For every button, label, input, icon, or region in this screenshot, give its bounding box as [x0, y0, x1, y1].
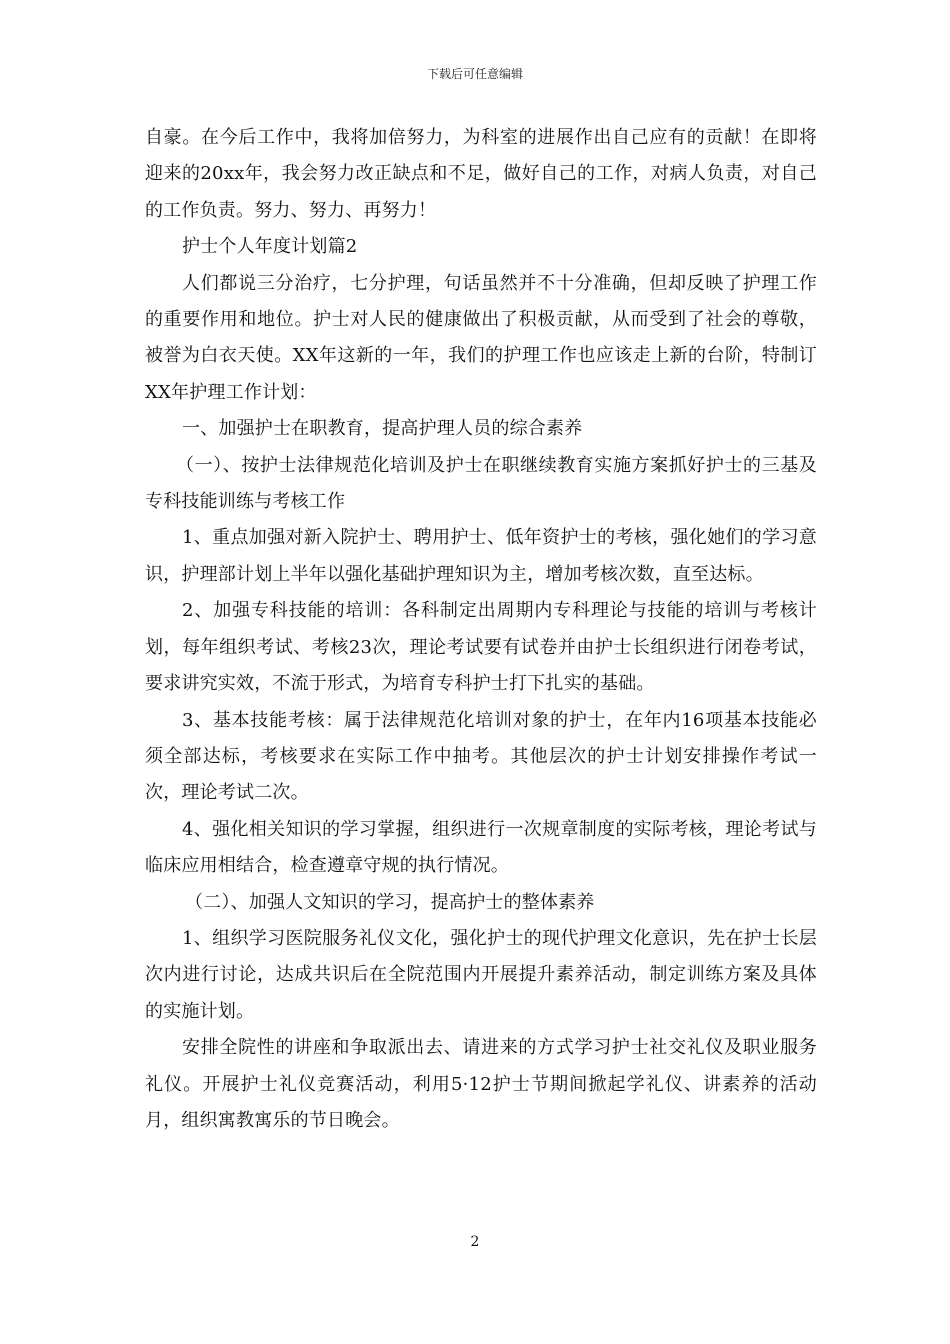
heading-level-2-second: （二）、加强人文知识的学习，提高护士的整体素养 — [185, 891, 595, 913]
heading-level-1: 一、加强护士在职教育，提高护理人员的综合素养 — [182, 418, 583, 440]
heading-level-2-first: （一）、按护士法律规范化培训及护士在职继续教育实施方案抓好护士的三基及专科技能训练与考核工作 — [145, 454, 817, 513]
document-body — [145, 120, 817, 1139]
list-item-2: 2、加强专科技能的培训：各科制定出周期内专科理论与技能的培训与考核计划，每年组织考试、考核23次，理论考试要有试卷并由护士长组织进行闭卷考试，要求讲究实效，不流于形式，为培育专科护士打下扎实的基础。 — [145, 600, 817, 695]
page-number: 2 — [470, 1234, 480, 1250]
list-item-1b: 1、组织学习医院服务礼仪文化，强化护士的现代护理文化意识，先在护士长层次内进行讨论，达成共识后在全院范围内开展提升素养活动，制定训练方案及具体的实施计划。 — [145, 927, 817, 1022]
paragraph-activities: 安排全院性的讲座和争取派出去、请进来的方式学习护士社交礼仪及职业服务礼仪。开展护士礼仪竞赛活动，利用5·12护士节期间掀起学礼仪、讲素养的活动月，组织寓教寓乐的节日晚会。 — [145, 1037, 817, 1131]
page-header: 下载后可任意编辑 — [426, 67, 523, 81]
list-item-4: 4、强化相关知识的学习掌握，组织进行一次规章制度的实际考核，理论考试与临床应用相结合，检查遵章守规的执行情况。 — [145, 818, 817, 877]
paragraph-continuation: 自豪。在今后工作中，我将加倍努力，为科室的进展作出自己应有的贡献！在即将迎来的20xx年，我会努力改正缺点和不足，做好自己的工作，对病人负责，对自己的工作负责。努力、努力、再努力！ — [145, 127, 817, 221]
paragraph-intro: 人们都说三分治疗，七分护理，句话虽然并不十分准确，但却反映了护理工作的重要作用和地位。护士对人民的健康做出了积极贡献，从而受到了社会的尊敬，被誉为白衣天使。XX年这新的一年，我们的护理工作也应该走上新的台阶，特制订XX年护理工作计划： — [145, 272, 817, 403]
section-title: 护士个人年度计划篇2 — [182, 236, 358, 258]
list-item-3: 3、基本技能考核：属于法律规范化培训对象的护士，在年内16项基本技能必须全部达标，考核要求在实际工作中抽考。其他层次的护士计划安排操作考试一次，理论考试二次。 — [145, 709, 817, 804]
list-item-1: 1、重点加强对新入院护士、聘用护士、低年资护士的考核，强化她们的学习意识，护理部计划上半年以强化基础护理知识为主，增加考核次数，直至达标。 — [145, 527, 817, 585]
